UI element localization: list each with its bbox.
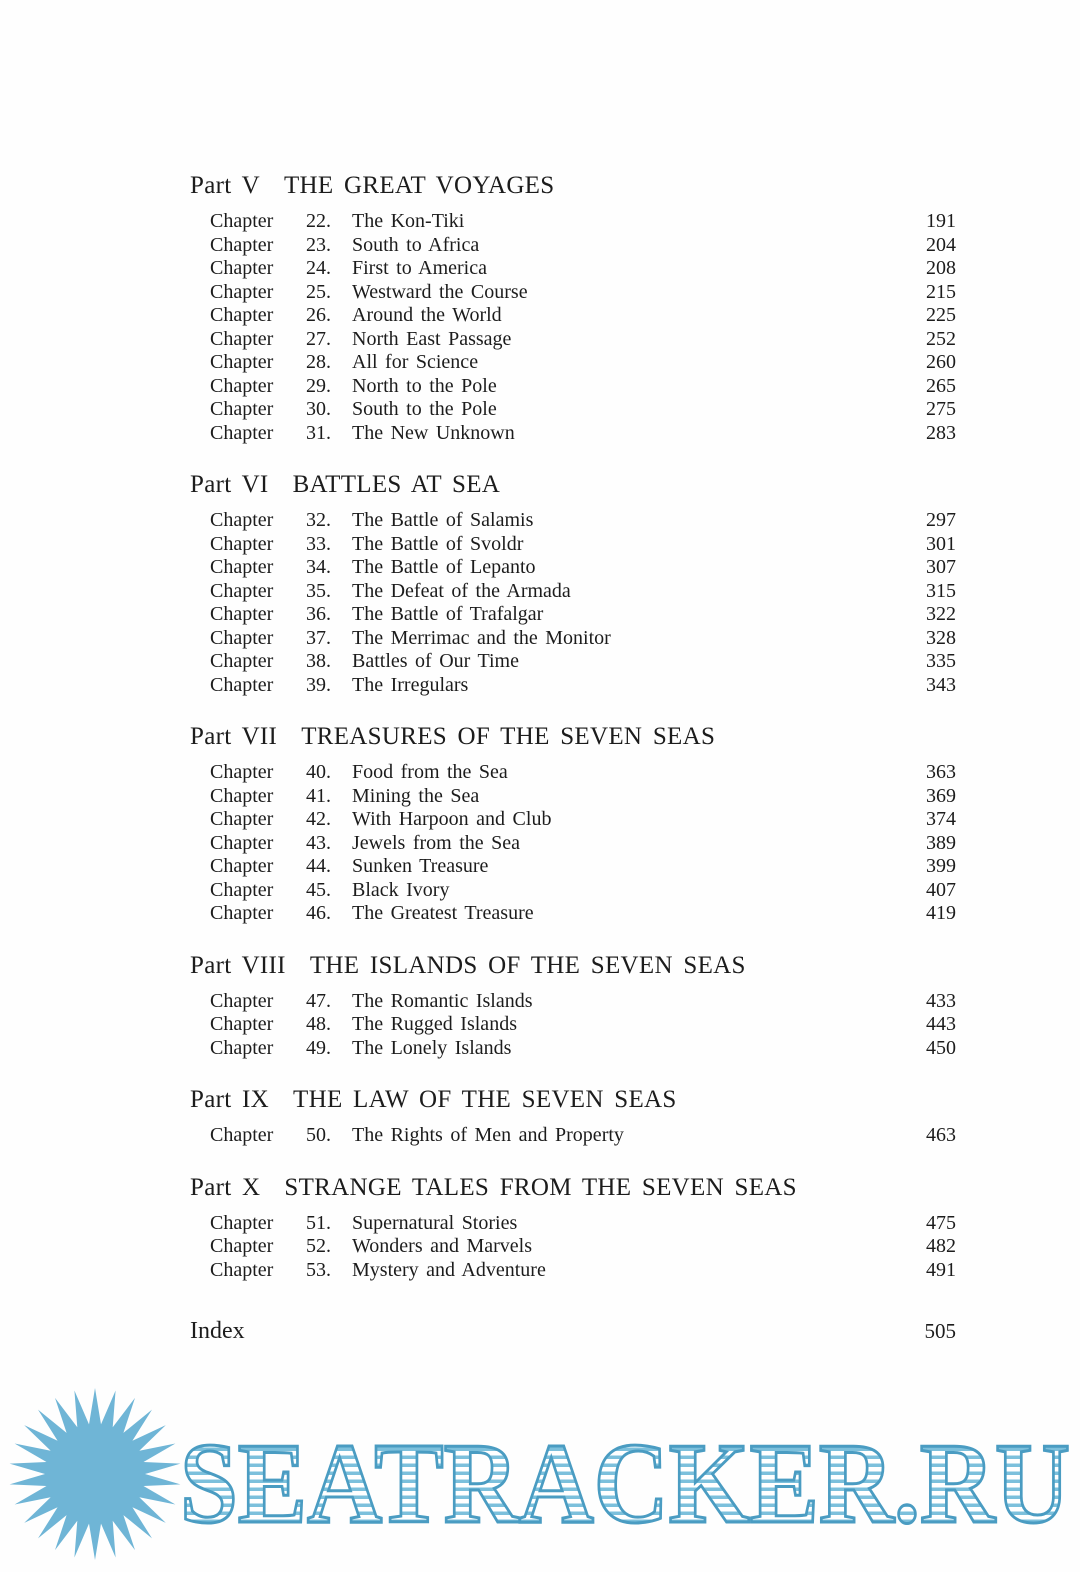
chapter-title: Around the World bbox=[352, 304, 502, 326]
chapter-title: South to Africa bbox=[352, 233, 480, 256]
chapter-number: 50. bbox=[306, 1124, 331, 1146]
chapter-word: Chapter bbox=[210, 579, 274, 602]
toc-row bbox=[210, 422, 956, 446]
page-number: 450 bbox=[926, 1036, 956, 1059]
part-label: Part VI bbox=[190, 471, 269, 498]
chapter-word: Chapter bbox=[210, 374, 274, 397]
toc-row bbox=[210, 1013, 956, 1037]
toc-row bbox=[210, 808, 956, 832]
toc-row bbox=[210, 509, 956, 533]
toc-row bbox=[210, 328, 956, 352]
chapter-title: Wonders and Marvels bbox=[352, 1235, 533, 1257]
chapter-title: First to America bbox=[352, 257, 487, 279]
chapter-number: 45. bbox=[306, 878, 331, 901]
toc-row bbox=[210, 1124, 956, 1148]
chapter-title: The Lonely Islands bbox=[352, 1036, 512, 1059]
chapter-number: 34. bbox=[306, 556, 331, 578]
chapter-number: 41. bbox=[306, 784, 331, 807]
toc-row bbox=[210, 603, 956, 627]
page-number: 252 bbox=[926, 327, 956, 350]
chapter-title: The Romantic Islands bbox=[352, 989, 533, 1012]
chapter-list bbox=[210, 509, 956, 697]
chapter-word: Chapter bbox=[210, 855, 274, 877]
page-number: 399 bbox=[926, 855, 956, 877]
chapter-title: All for Science bbox=[352, 351, 479, 373]
toc-row bbox=[210, 580, 956, 604]
toc-row bbox=[210, 304, 956, 328]
chapter-list bbox=[210, 990, 956, 1061]
toc-row bbox=[210, 281, 956, 305]
chapter-number: 51. bbox=[306, 1211, 331, 1234]
chapter-word: Chapter bbox=[210, 673, 274, 696]
toc-part bbox=[190, 723, 956, 926]
page-number: 275 bbox=[926, 398, 956, 420]
page-number: 315 bbox=[926, 579, 956, 602]
chapter-title: Mystery and Adventure bbox=[352, 1258, 546, 1281]
chapter-word: Chapter bbox=[210, 1211, 274, 1234]
chapter-number: 40. bbox=[306, 761, 331, 783]
chapter-number: 44. bbox=[306, 855, 331, 877]
toc-part bbox=[190, 471, 956, 697]
chapter-title: Westward the Course bbox=[352, 280, 528, 303]
part-title: TREASURES OF THE SEVEN SEAS bbox=[301, 723, 716, 750]
chapter-word: Chapter bbox=[210, 304, 274, 326]
chapter-word: Chapter bbox=[210, 556, 274, 578]
chapter-title: The Greatest Treasure bbox=[352, 902, 534, 924]
chapter-number: 26. bbox=[306, 304, 331, 326]
part-heading bbox=[190, 723, 956, 751]
toc-row bbox=[210, 674, 956, 698]
chapter-title: The Rugged Islands bbox=[352, 1013, 517, 1035]
part-heading bbox=[190, 172, 956, 200]
page-number: 443 bbox=[926, 1013, 956, 1035]
table-of-contents bbox=[190, 172, 956, 1345]
page-number: 363 bbox=[926, 761, 956, 783]
page-number: 225 bbox=[926, 304, 956, 326]
chapter-number: 29. bbox=[306, 374, 331, 397]
chapter-number: 36. bbox=[306, 603, 331, 625]
part-title: BATTLES AT SEA bbox=[292, 471, 501, 498]
watermark-text: SEATRACKER.RU bbox=[180, 1420, 1070, 1548]
chapter-word: Chapter bbox=[210, 509, 274, 531]
part-label: Part V bbox=[190, 172, 260, 199]
index-row bbox=[190, 1318, 956, 1345]
part-heading bbox=[190, 1174, 956, 1202]
toc-row bbox=[210, 1212, 956, 1236]
toc-row bbox=[210, 398, 956, 422]
toc-part bbox=[190, 1086, 956, 1148]
toc-row bbox=[210, 761, 956, 785]
chapter-title: Food from the Sea bbox=[352, 761, 508, 783]
chapter-word: Chapter bbox=[210, 650, 274, 672]
page-number: 407 bbox=[926, 878, 956, 901]
page-number: 335 bbox=[926, 650, 956, 672]
chapter-number: 37. bbox=[306, 626, 331, 649]
chapter-title: North to the Pole bbox=[352, 374, 497, 397]
watermark-graphic bbox=[0, 1382, 1080, 1567]
toc-row bbox=[210, 902, 956, 926]
part-heading bbox=[190, 1086, 956, 1114]
toc-row bbox=[210, 351, 956, 375]
chapter-word: Chapter bbox=[210, 210, 274, 232]
chapter-title: With Harpoon and Club bbox=[352, 808, 552, 830]
chapter-word: Chapter bbox=[210, 989, 274, 1012]
toc-row bbox=[210, 556, 956, 580]
page-number: 297 bbox=[926, 509, 956, 531]
chapter-number: 48. bbox=[306, 1013, 331, 1035]
chapter-title: The New Unknown bbox=[352, 421, 515, 444]
chapter-number: 25. bbox=[306, 280, 331, 303]
toc-row bbox=[210, 832, 956, 856]
page-number: 265 bbox=[926, 374, 956, 397]
page-number: 208 bbox=[926, 257, 956, 279]
toc-part bbox=[190, 952, 956, 1061]
chapter-title: Jewels from the Sea bbox=[352, 831, 521, 854]
toc-part bbox=[190, 1174, 956, 1283]
chapter-number: 46. bbox=[306, 902, 331, 924]
part-title: THE LAW OF THE SEVEN SEAS bbox=[293, 1086, 677, 1113]
chapter-title: South to the Pole bbox=[352, 398, 497, 420]
toc-row bbox=[210, 879, 956, 903]
toc-row bbox=[210, 785, 956, 809]
chapter-title: Supernatural Stories bbox=[352, 1211, 518, 1234]
page-number: 307 bbox=[926, 556, 956, 578]
page-number: 328 bbox=[926, 626, 956, 649]
page-number: 283 bbox=[926, 421, 956, 444]
toc-row bbox=[210, 234, 956, 258]
page-number: 260 bbox=[926, 351, 956, 373]
chapter-word: Chapter bbox=[210, 1124, 274, 1146]
toc-row bbox=[210, 855, 956, 879]
chapter-word: Chapter bbox=[210, 280, 274, 303]
page-number: 369 bbox=[926, 784, 956, 807]
chapter-number: 39. bbox=[306, 673, 331, 696]
page-number: 475 bbox=[926, 1211, 956, 1234]
chapter-number: 38. bbox=[306, 650, 331, 672]
chapter-word: Chapter bbox=[210, 1013, 274, 1035]
page-number: 301 bbox=[926, 532, 956, 555]
page-number: 343 bbox=[926, 673, 956, 696]
chapter-word: Chapter bbox=[210, 1258, 274, 1281]
toc-row bbox=[210, 990, 956, 1014]
page-number: 191 bbox=[926, 210, 956, 232]
chapter-title: The Battle of Svoldr bbox=[352, 532, 524, 555]
chapter-word: Chapter bbox=[210, 351, 274, 373]
chapter-title: The Irregulars bbox=[352, 673, 469, 696]
chapter-title: The Battle of Trafalgar bbox=[352, 603, 544, 625]
part-heading bbox=[190, 471, 956, 499]
chapter-number: 53. bbox=[306, 1258, 331, 1281]
part-title: THE GREAT VOYAGES bbox=[283, 172, 555, 199]
chapter-title: The Battle of Lepanto bbox=[352, 556, 536, 578]
chapter-number: 42. bbox=[306, 808, 331, 830]
part-label: Part VII bbox=[190, 723, 278, 750]
toc-row bbox=[210, 1259, 956, 1283]
chapter-title: The Kon-Tiki bbox=[352, 210, 465, 232]
toc-row bbox=[210, 1235, 956, 1259]
part-label: Part VIII bbox=[190, 951, 286, 979]
part-label: Part X bbox=[190, 1173, 261, 1201]
chapter-number: 35. bbox=[306, 579, 331, 602]
page-number: 204 bbox=[926, 233, 956, 256]
page-number: 482 bbox=[926, 1235, 956, 1257]
page-number: 322 bbox=[926, 603, 956, 625]
chapter-number: 22. bbox=[306, 210, 331, 232]
chapter-word: Chapter bbox=[210, 327, 274, 350]
page-number: 433 bbox=[926, 989, 956, 1012]
page-number: 215 bbox=[926, 280, 956, 303]
chapter-title: The Merrimac and the Monitor bbox=[352, 626, 611, 649]
part-heading bbox=[190, 952, 956, 980]
chapter-word: Chapter bbox=[210, 902, 274, 924]
chapter-word: Chapter bbox=[210, 626, 274, 649]
chapter-word: Chapter bbox=[210, 808, 274, 830]
toc-row bbox=[210, 1037, 956, 1061]
chapter-word: Chapter bbox=[210, 761, 274, 783]
chapter-number: 24. bbox=[306, 257, 331, 279]
toc-row bbox=[210, 257, 956, 281]
chapter-list bbox=[210, 1212, 956, 1283]
chapter-number: 47. bbox=[306, 989, 331, 1012]
part-title: STRANGE TALES FROM THE SEVEN SEAS bbox=[284, 1173, 797, 1201]
page-number: 491 bbox=[926, 1258, 956, 1281]
chapter-number: 32. bbox=[306, 509, 331, 531]
toc-row bbox=[210, 627, 956, 651]
watermark bbox=[0, 1382, 1080, 1567]
chapter-word: Chapter bbox=[210, 784, 274, 807]
page-number: 419 bbox=[926, 902, 956, 924]
chapter-list bbox=[210, 761, 956, 926]
chapter-list bbox=[210, 210, 956, 445]
toc-row bbox=[210, 533, 956, 557]
chapter-word: Chapter bbox=[210, 233, 274, 256]
part-title: THE ISLANDS OF THE SEVEN SEAS bbox=[309, 951, 746, 979]
chapter-word: Chapter bbox=[210, 1235, 274, 1257]
toc-part bbox=[190, 172, 956, 445]
chapter-word: Chapter bbox=[210, 398, 274, 420]
chapter-word: Chapter bbox=[210, 257, 274, 279]
chapter-list bbox=[210, 1124, 956, 1148]
chapter-number: 31. bbox=[306, 421, 331, 444]
chapter-word: Chapter bbox=[210, 421, 274, 444]
part-label: Part IX bbox=[190, 1086, 270, 1113]
page-number: 505 bbox=[924, 1319, 956, 1343]
chapter-number: 49. bbox=[306, 1036, 331, 1059]
chapter-number: 33. bbox=[306, 532, 331, 555]
chapter-number: 43. bbox=[306, 831, 331, 854]
toc-parts bbox=[190, 172, 956, 1282]
chapter-word: Chapter bbox=[210, 878, 274, 901]
chapter-title: Mining the Sea bbox=[352, 784, 480, 807]
toc-row bbox=[210, 650, 956, 674]
chapter-title: Battles of Our Time bbox=[352, 650, 519, 672]
chapter-word: Chapter bbox=[210, 831, 274, 854]
chapter-title: The Battle of Salamis bbox=[352, 509, 534, 531]
chapter-title: The Defeat of the Armada bbox=[352, 579, 571, 602]
page-number: 374 bbox=[926, 808, 956, 830]
chapter-title: North East Passage bbox=[352, 327, 512, 350]
chapter-word: Chapter bbox=[210, 532, 274, 555]
chapter-title: Sunken Treasure bbox=[352, 855, 489, 877]
chapter-number: 52. bbox=[306, 1235, 331, 1257]
index-label: Index bbox=[190, 1318, 245, 1344]
sun-icon bbox=[10, 1388, 181, 1560]
chapter-title: Black Ivory bbox=[352, 878, 450, 901]
toc-row bbox=[210, 210, 956, 234]
chapter-title: The Rights of Men and Property bbox=[352, 1124, 624, 1146]
chapter-word: Chapter bbox=[210, 603, 274, 625]
chapter-number: 27. bbox=[306, 327, 331, 350]
chapter-number: 28. bbox=[306, 351, 331, 373]
chapter-number: 23. bbox=[306, 233, 331, 256]
toc-row bbox=[210, 375, 956, 399]
chapter-word: Chapter bbox=[210, 1036, 274, 1059]
page-number: 463 bbox=[926, 1124, 956, 1146]
page-number: 389 bbox=[926, 831, 956, 854]
chapter-number: 30. bbox=[306, 398, 331, 420]
